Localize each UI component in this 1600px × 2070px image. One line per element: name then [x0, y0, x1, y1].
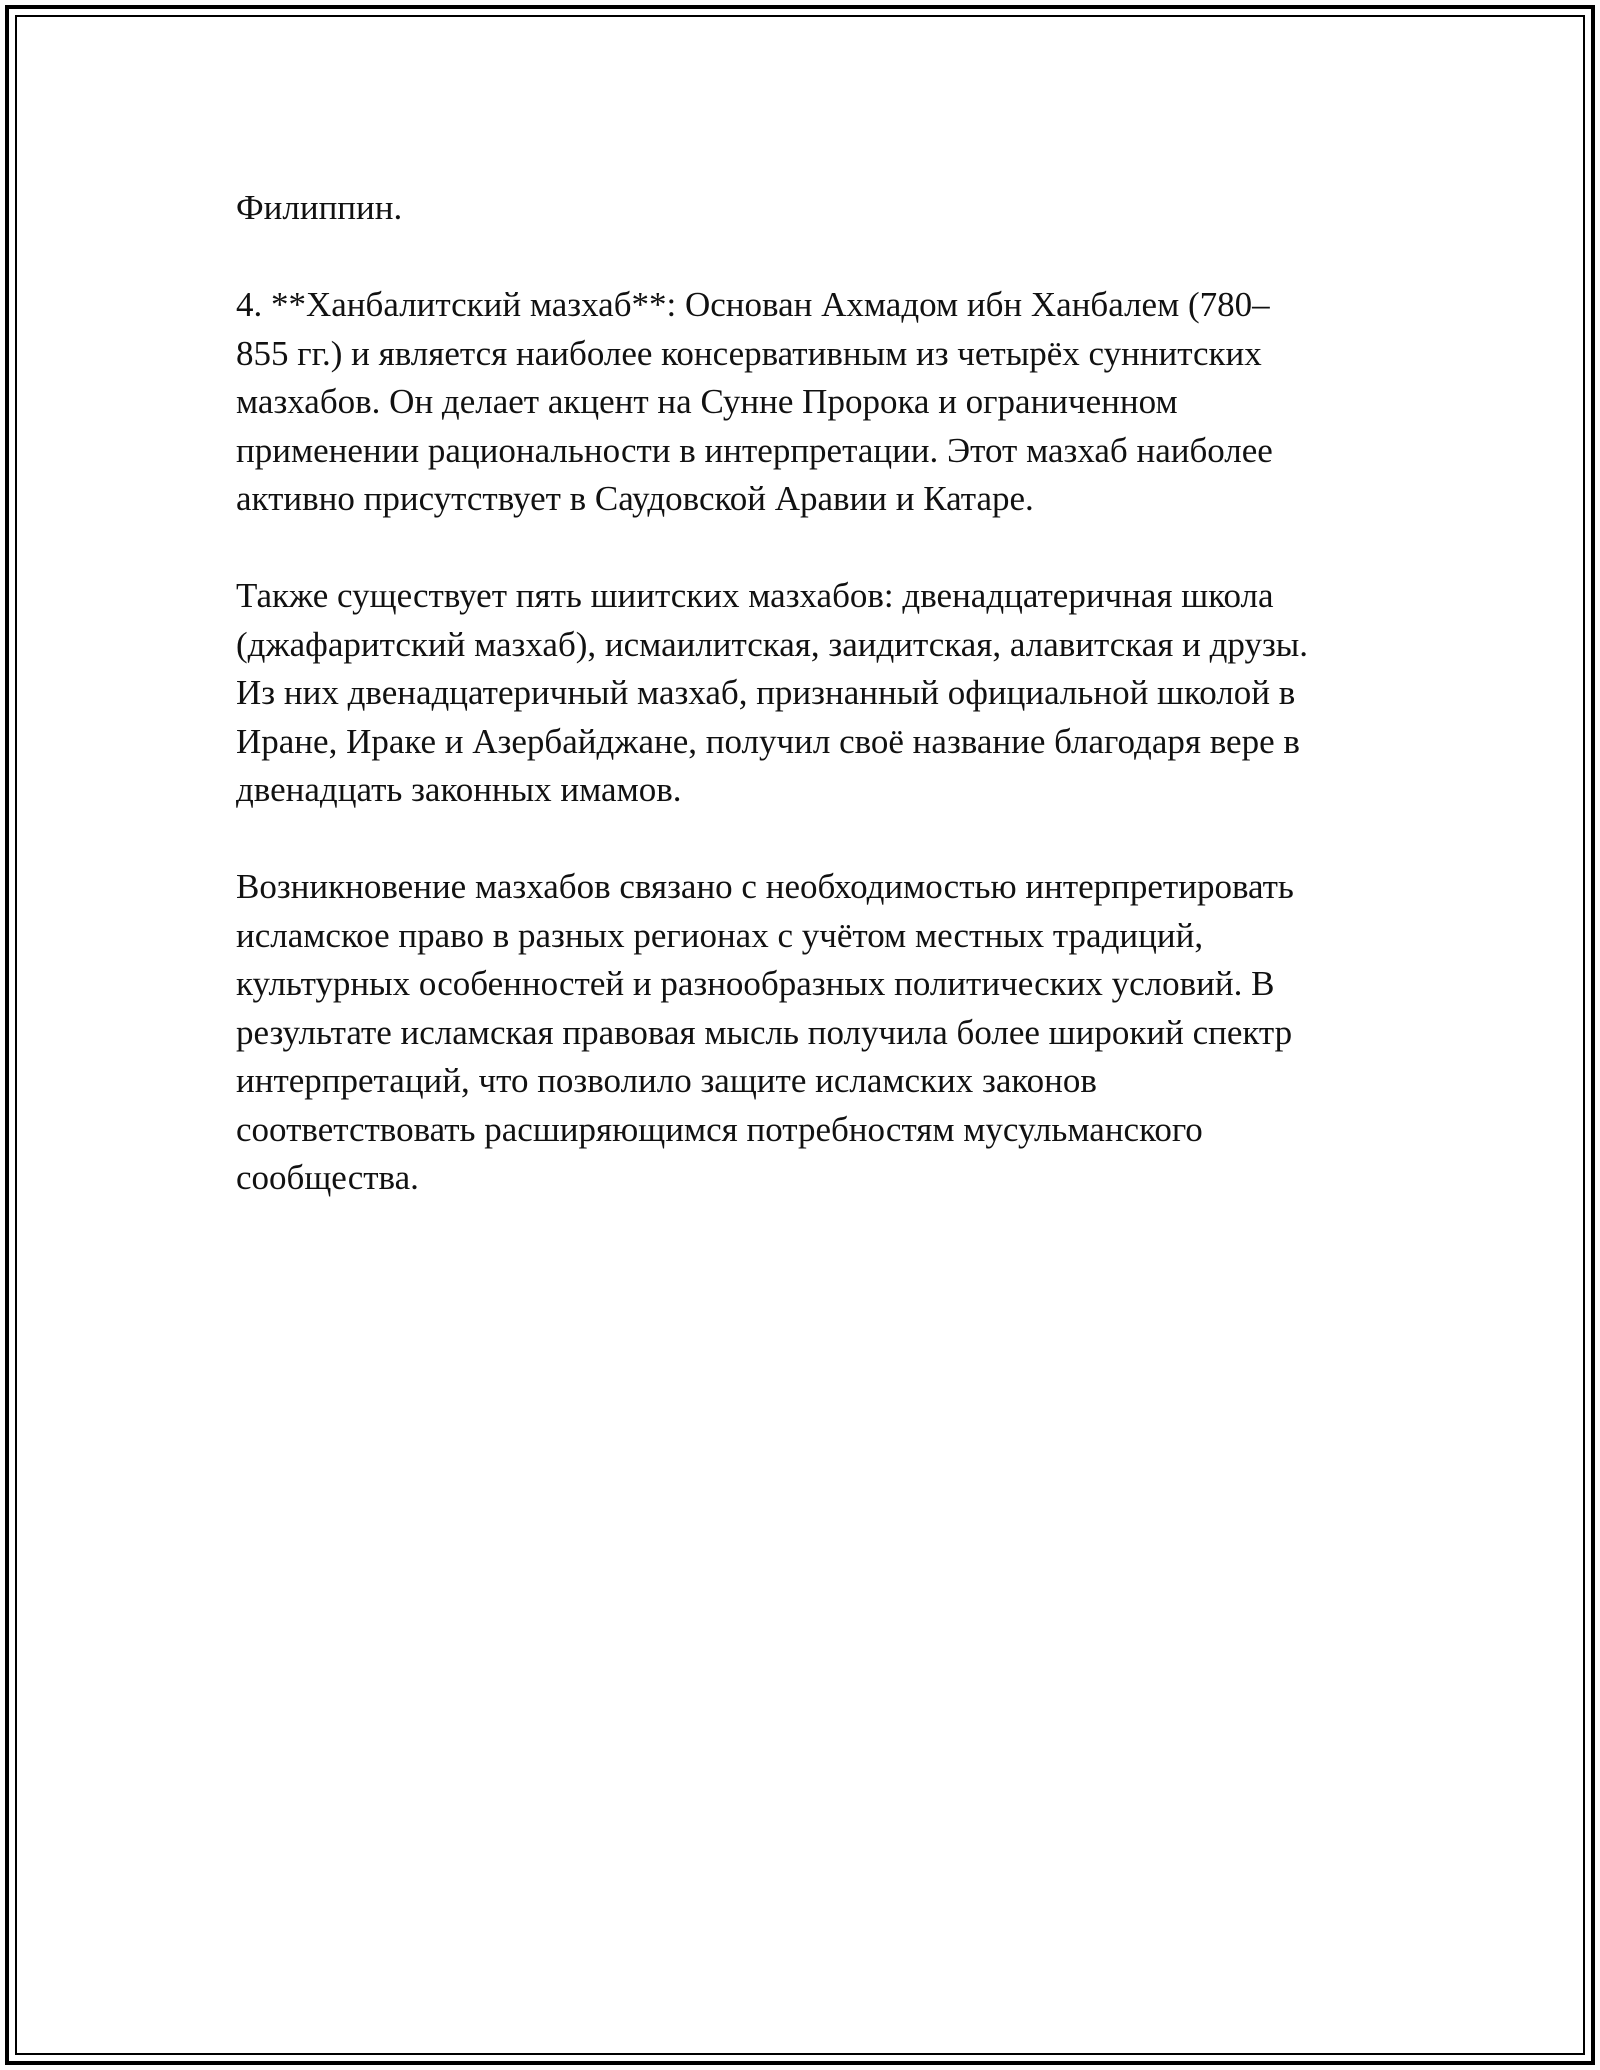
- paragraph-origin: [236, 863, 1396, 1203]
- text-line: мазхабов. Он делает акцент на Сунне Пророка и ограниченном: [236, 382, 1178, 421]
- text-line: Также существует пять шиитских мазхабов: двенадцатеричная школа: [236, 576, 1274, 615]
- text-line: Из них двенадцатеричный мазхаб, признанный официальной школой в: [236, 673, 1296, 712]
- text-line: применении рациональности в интерпретации. Этот мазхаб наиболее: [236, 430, 1273, 470]
- text-line: Возникновение мазхабов связано с необходимостью интерпретировать: [236, 867, 1294, 906]
- text-line: сообщества.: [236, 1158, 419, 1197]
- text-line: культурных особенностей и разнообразных политических условий. В: [236, 964, 1275, 1003]
- text-line: активно присутствует в Саудовской Аравии и Катаре.: [236, 479, 1034, 518]
- text-line: исламское право в разных регионах с учётом местных традиций,: [236, 915, 1204, 955]
- text-line: 4. **Ханбалитский мазхаб**: Основан Ахмадом ибн Ханбалем (780–: [236, 285, 1270, 324]
- text-line: интерпретаций, что позволило защите исламских законов: [236, 1061, 1097, 1100]
- text-line: двенадцать законных имамов.: [236, 770, 682, 809]
- text-line: результате исламская правовая мысль получила более широкий спектр: [236, 1012, 1293, 1052]
- document-body: [236, 184, 1396, 1251]
- paragraph-shia-madhhabs: [236, 572, 1396, 815]
- paragraph-hanbali: [236, 281, 1396, 524]
- text-line: Филиппин.: [236, 188, 403, 227]
- text-line: Иране, Ираке и Азербайджане, получил своё название благодаря вере в: [236, 721, 1300, 761]
- text-line: (джафаритский мазхаб), исмаилитская, заидитская, алавитская и друзы.: [236, 624, 1309, 664]
- text-line: соответствовать расширяющимся потребностям мусульманского: [236, 1109, 1203, 1149]
- paragraph-continuation: [236, 184, 1396, 233]
- text-line: 855 гг.) и является наиболее консервативным из четырёх суннитских: [236, 333, 1262, 373]
